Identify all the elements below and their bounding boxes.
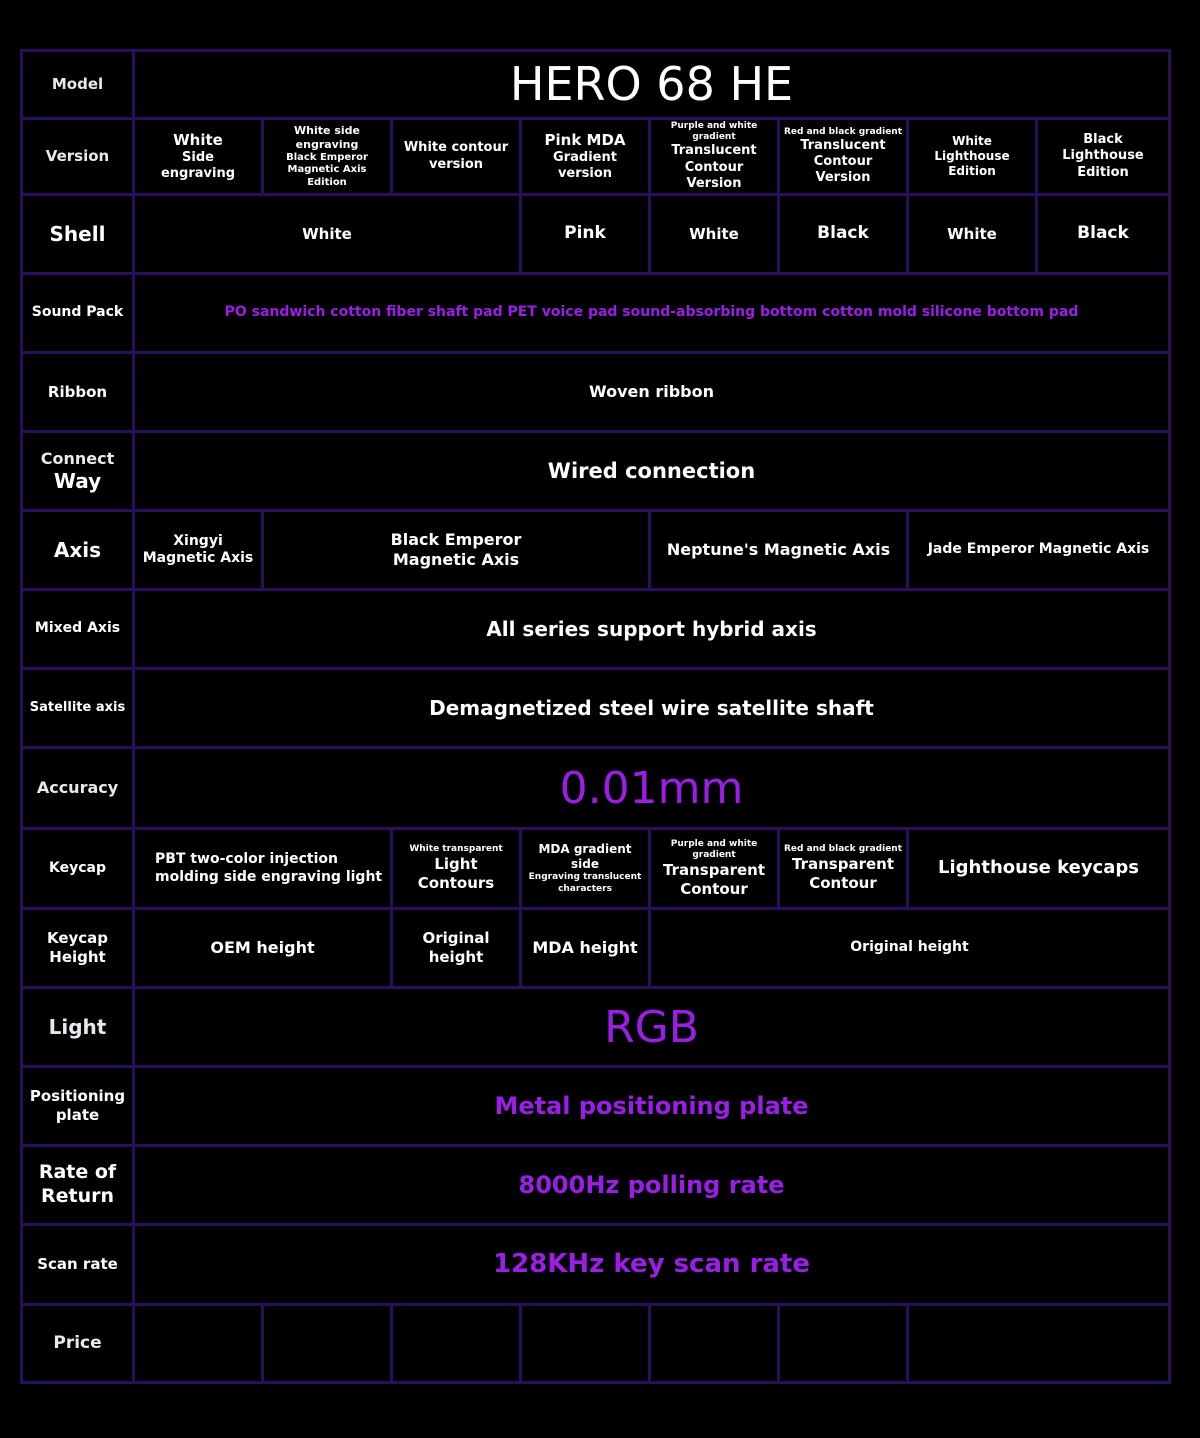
keycap-text: Red and black gradient (784, 844, 903, 855)
keycap-text: Transparent (663, 861, 765, 879)
version-text: Side (182, 149, 214, 165)
satellite-axis-value: Demagnetized steel wire satellite shaft (132, 667, 1171, 749)
version-cell (1035, 117, 1171, 196)
version-text: White side engraving (294, 124, 360, 151)
label-line: Keycap (46, 929, 109, 948)
keycap-height-text: Original (422, 929, 490, 948)
version-text: Contour Version (684, 159, 744, 191)
label-version: Version (20, 117, 135, 196)
label-model: Model (20, 49, 135, 120)
label-shell: Shell (20, 193, 135, 275)
version-text: Black Emperor (286, 151, 368, 163)
axis-cell: Jade Emperor Magnetic Axis (906, 509, 1171, 591)
label-line: plate (55, 1106, 100, 1124)
label-price: Price (20, 1303, 135, 1384)
keycap-height-value: OEM height (132, 907, 393, 989)
label-line: Height (49, 948, 106, 966)
light-value: RGB (132, 986, 1171, 1068)
version-cell (132, 117, 264, 196)
keycap-text: Light (434, 855, 478, 874)
axis-text: Magnetic Axis (142, 550, 254, 566)
price-cell (906, 1303, 1171, 1384)
version-text: Gradient (553, 149, 617, 165)
version-text: Purple and white gradient (670, 120, 758, 143)
version-cell (648, 117, 780, 196)
label-keycap-height (20, 907, 135, 989)
keycap-cell (132, 827, 393, 910)
keycap-cell (648, 827, 780, 910)
axis-cell (261, 509, 651, 591)
label-axis: Axis (20, 509, 135, 591)
label-line: Connect (40, 448, 115, 468)
version-text: Magnetic Axis Edition (287, 164, 367, 188)
label-line: Positioning (29, 1087, 126, 1106)
shell-value: Black (777, 193, 909, 275)
keycap-text: Contour (680, 879, 748, 898)
shell-value: Pink (519, 193, 651, 275)
version-text: Edition (1077, 164, 1129, 180)
polling-rate-value: 8000Hz polling rate (132, 1144, 1171, 1226)
version-cell (390, 117, 522, 196)
keycap-text: White transparent (409, 844, 503, 855)
label-light: Light (20, 986, 135, 1068)
label-satellite-axis: Satellite axis (20, 667, 135, 749)
version-text: White (173, 130, 223, 149)
label-scan-rate: Scan rate (20, 1223, 135, 1306)
ribbon-value: Woven ribbon (132, 351, 1171, 433)
keycap-text: PBT two-color injection (155, 851, 338, 867)
keycap-text: Purple and white (670, 838, 758, 849)
keycap-cell (777, 827, 909, 910)
version-cell (906, 117, 1038, 196)
shell-value: White (648, 193, 780, 275)
version-text: Translucent (671, 143, 757, 159)
sound-pack-value: PO sandwich cotton fiber shaft pad PET voice pad sound-absorbing bottom cotton mold silicone bottom pad (132, 272, 1171, 354)
keycap-text: Transparent (792, 855, 894, 874)
version-cell (261, 117, 393, 196)
version-text: Translucent (800, 137, 886, 153)
version-text: engraving (160, 165, 236, 181)
version-text: Edition (948, 164, 996, 178)
mixed-axis-value: All series support hybrid axis (132, 588, 1171, 670)
label-connect-way (20, 430, 135, 512)
price-cell (132, 1303, 264, 1384)
label-positioning-plate (20, 1065, 135, 1147)
shell-value: White (132, 193, 522, 275)
version-cell (519, 117, 651, 196)
label-accuracy: Accuracy (20, 746, 135, 830)
axis-text: Black Emperor (390, 530, 522, 549)
price-cell (261, 1303, 393, 1384)
connection-value: Wired connection (132, 430, 1171, 512)
version-text: Contour Version (813, 154, 873, 186)
version-text: Black Lighthouse (1062, 132, 1144, 164)
keycap-text: Engraving translucent (528, 872, 642, 883)
axis-text: Magnetic Axis (392, 550, 520, 569)
price-cell (648, 1303, 780, 1384)
label-line: Return (40, 1185, 115, 1207)
keycap-height-value: MDA height (519, 907, 651, 989)
shell-value: White (906, 193, 1038, 275)
keycap-cell (390, 827, 522, 910)
shell-value: Black (1035, 193, 1171, 275)
keycap-text: Contours (417, 874, 495, 893)
label-ribbon: Ribbon (20, 351, 135, 433)
version-text: version (557, 165, 613, 181)
price-cell (777, 1303, 909, 1384)
scan-rate-value: 128KHz key scan rate (132, 1223, 1171, 1306)
keycap-cell (519, 827, 651, 910)
keycap-height-value: Original height (648, 907, 1171, 989)
version-text: White contour (403, 140, 509, 156)
label-line: Rate of (38, 1161, 117, 1184)
version-text: Red and black gradient (784, 126, 903, 137)
model-title: HERO 68 HE (132, 49, 1171, 120)
label-mixed-axis: Mixed Axis (20, 588, 135, 670)
label-line: Way (53, 468, 102, 493)
keycap-height-cell (390, 907, 522, 989)
axis-cell: Neptune's Magnetic Axis (648, 509, 909, 591)
accuracy-value: 0.01mm (132, 746, 1171, 830)
version-text: Pink MDA (544, 130, 626, 149)
keycap-text: Contour (809, 874, 877, 893)
version-text: version (428, 156, 484, 172)
label-keycap: Keycap (20, 827, 135, 910)
price-cell (519, 1303, 651, 1384)
axis-cell (132, 509, 264, 591)
keycap-text: MDA gradient side (538, 842, 632, 872)
version-text: White Lighthouse (934, 134, 1010, 163)
label-sound-pack: Sound Pack (20, 272, 135, 354)
keycap-text: gradient (692, 849, 736, 860)
label-rate-of-return (20, 1144, 135, 1226)
keycap-cell: Lighthouse keycaps (906, 827, 1171, 910)
axis-text: Xingyi (173, 532, 223, 549)
keycap-text: characters (558, 883, 612, 894)
positioning-plate-value: Metal positioning plate (132, 1065, 1171, 1147)
price-cell (390, 1303, 522, 1384)
keycap-text: molding side engraving light (155, 868, 383, 885)
keycap-height-text: height (428, 948, 484, 966)
version-cell (777, 117, 909, 196)
